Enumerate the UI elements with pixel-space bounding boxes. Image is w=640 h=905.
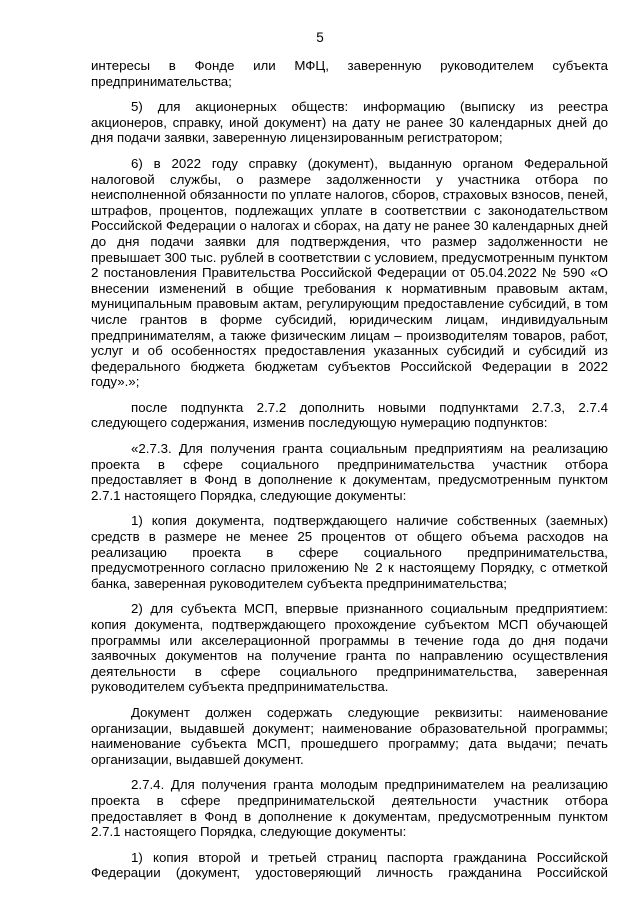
paragraph-2-7-3-item-1: 1) копия документа, подтверждающего наличие собственных (заемных) средств в размере не менее 25 процентов от общего объема расходов на реализацию проекта в сфере социального предпринимательства, предусмотренного согласно приложению № 2 к настоящему Порядку, с отметкой банка, заверенная руководителем субъекта предпринимательства; [91,513,608,591]
paragraph-item-6: 6) в 2022 году справку (документ), выданную органом Федеральной налоговой службы, о размере задолженности у участника отбора по неисполненной обязанности по уплате налогов, сборов, страховых взносов, пеней, штрафов, процентов, подлежащих уплате в соответствии с законодательством Российской Федерации о налогах и сборах, на дату не ранее 30 календарных дней до дня подачи заявки для подтверждения, что размер задолженности не превышает 300 тыс. рублей в соответствии с условием, предусмотренным пунктом 2 постановления Правительства Российской Федерации от 05.04.2022 № 590 «О внесении изменений в общие требования к нормативным правовым актам, муниципальным правовым актам, регулирующим предоставление субсидий, в том числе грантов в форме субсидий, юридическим лицам, индивидуальным предпринимателям, а также физическим лицам – производителям товаров, работ, услуг и об особенностях предоставления указанных субсидий и субсидий из федерального бюджета бюджетам субъектов Российской Федерации в 2022 году».»; [91,155,608,390]
paragraph-2-7-4-item-1: 1) копия второй и третьей страниц паспорта гражданина Российской Федерации (документ, удостоверяющий личность гражданина Российской [91,849,608,881]
page-number: 5 [316,30,324,45]
paragraph-continued: интересы в Фонде или МФЦ, заверенную руководителем субъекта предпринимательства; [91,58,608,89]
paragraph-item-5: 5) для акционерных обществ: информацию (выписку из реестра акционеров, справку, иной документ) на дату не ранее 30 календарных дней до дня подачи заявки, заверенную лицензированным регистратором; [91,99,608,146]
paragraph-document-requisites: Документ должен содержать следующие реквизиты: наименование организации, выдавшей документ; наименование образовательной программы; наименование субъекта МСП, прошедшего программу; дата выдачи; печать организации, выдавшей документ. [91,704,608,767]
paragraph-2-7-4: 2.7.4. Для получения гранта молодым предпринимателем на реализацию проекта в сфере предпринимательской деятельности участник отбора предоставляет в Фонд в дополнение к документам, предусмотренным пунктом 2.7.1 настоящего Порядка, следующие документы: [91,777,608,840]
paragraph-amendment-intro: после подпункта 2.7.2 дополнить новыми подпунктами 2.7.3, 2.7.4 следующего содержания, изменив последующую нумерацию подпунктов: [91,399,608,431]
paragraph-2-7-3-item-2: 2) для субъекта МСП, впервые признанного социальным предприятием: копия документа, подтверждающего прохождение субъектом МСП обучающей программы или акселерационной программы в течение года до дня подачи заявочных документов на получение гранта по направлению осуществления деятельности в сфере социального предпринимательства, заверенная руководителем субъекта предпринимательства. [91,601,608,695]
document-body [91,58,608,881]
paragraph-2-7-3: «2.7.3. Для получения гранта социальным предприятиям на реализацию проекта в сфере социального предпринимательства участник отбора предоставляет в Фонд в дополнение к документам, предусмотренным пунктом 2.7.1 настоящего Порядка, следующие документы: [91,441,608,503]
